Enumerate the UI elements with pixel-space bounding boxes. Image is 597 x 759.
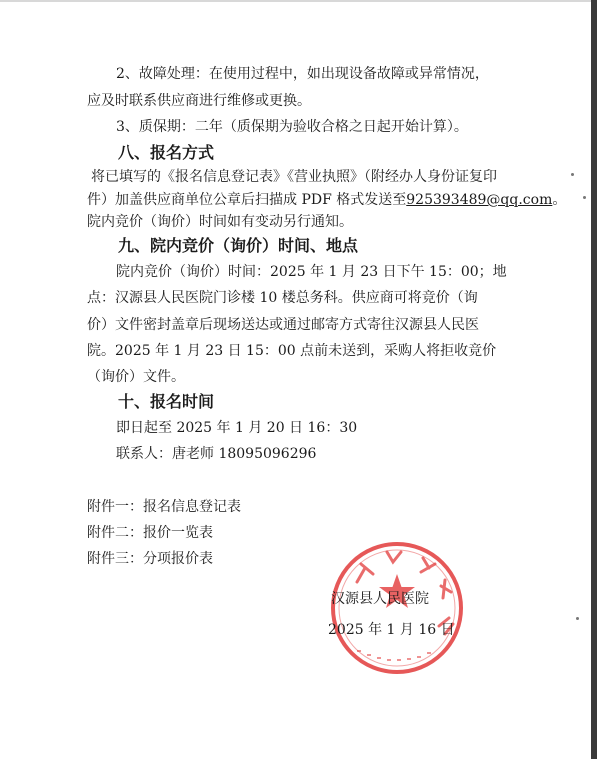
heading-registration-method: 八、报名方式: [118, 143, 215, 162]
signature-organization: 汉源县人民医院: [331, 591, 429, 607]
text-line-bid-deadline: 院。2025 年 1 月 23 日 15：00 点前未送到，采购人将拒收竞价: [87, 343, 497, 359]
heading-registration-time: 十、报名时间: [118, 392, 215, 411]
text-registration-send-prefix: 件）加盖供应商单位公章后扫描成 PDF 格式发送至: [87, 192, 407, 208]
scan-speck: [571, 173, 574, 176]
page-top-edge: [0, 0, 597, 2]
scan-speck: [576, 617, 579, 620]
text-line-warranty: 3、质保期：二年（质保期为验收合格之日起开始计算）。: [116, 119, 468, 135]
attachment-2: 附件二：报价一览表: [87, 525, 213, 541]
text-line-registration-send: [87, 190, 566, 210]
signature-date: 2025 年 1 月 16 日: [328, 622, 455, 638]
page-right-edge: [591, 0, 597, 759]
text-line-bid-delivery: 价）文件密封盖章后现场送达或通过邮寄方式寄往汉源县人民医: [87, 317, 479, 333]
text-line-time-change-notice: 院内竞价（询价）时间如有变动另行通知。: [87, 214, 353, 230]
scan-speck: [583, 196, 586, 199]
text-line-fault-handling-cont: 应及时联系供应商进行维修或更换。: [87, 93, 311, 109]
text-line-registration-period: 即日起至 2025 年 1 月 20 日 16：30: [116, 420, 358, 436]
text-line-bid-place: 点：汉源县人民医院门诊楼 10 楼总务科。供应商可将竞价（询: [87, 290, 478, 306]
text-line-bid-file: （询价）文件。: [87, 369, 185, 385]
text-line-bid-time: 院内竞价（询价）时间：2025 年 1 月 23 日下午 15：00；地: [116, 264, 507, 280]
text-line-fault-handling: 2、故障处理：在使用过程中，如出现设备故障或异常情况，: [116, 66, 489, 82]
attachment-1: 附件一：报名信息登记表: [87, 499, 241, 515]
attachment-3: 附件三：分项报价表: [87, 551, 213, 567]
text-line-registration-docs: 将已填写的《报名信息登记表》《营业执照》（附经办人身份证复印: [91, 169, 497, 185]
email-link[interactable]: 925393489@qq.com: [406, 192, 553, 208]
text-line-contact: 联系人：唐老师 18095096296: [116, 446, 317, 462]
heading-bid-time-place: 九、院内竞价（询价）时间、地点: [118, 236, 359, 255]
text-registration-send-suffix: 。: [552, 192, 567, 208]
